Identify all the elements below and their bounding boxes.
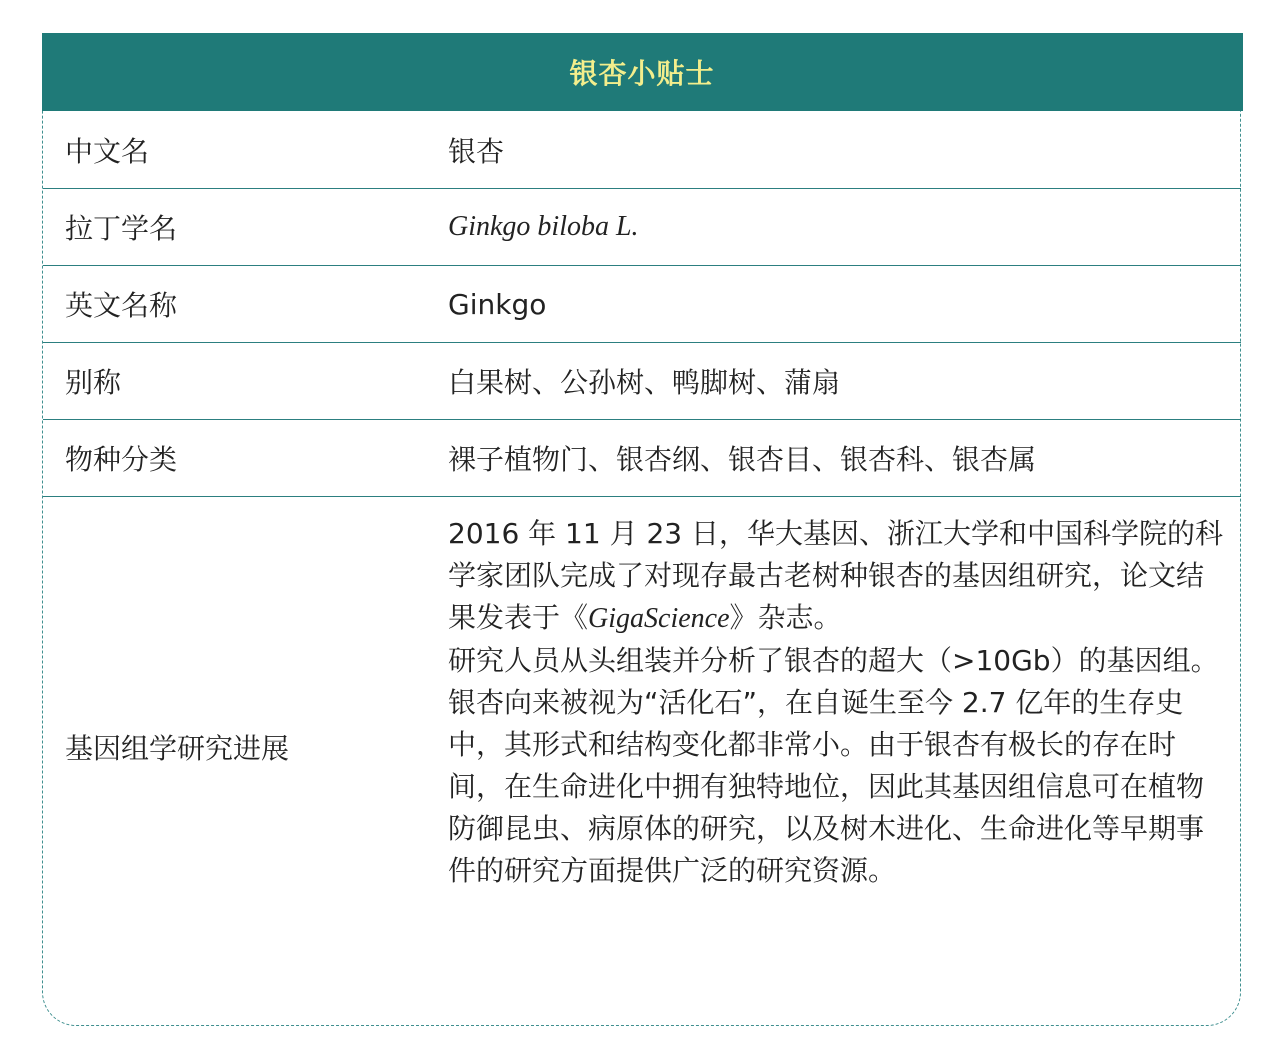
row-label: 别称 (65, 366, 122, 399)
table-row-english-name (43, 266, 1241, 343)
row-value: 白果树、公孙树、鸭脚树、蒲扇 (448, 366, 841, 399)
table-row-latin-name (43, 189, 1241, 266)
row-value: Ginkgo biloba L. (448, 211, 639, 242)
row-label: 拉丁学名 (65, 212, 178, 245)
table-row-alias (43, 343, 1241, 420)
row-label: 基因组学研究进展 (65, 732, 290, 765)
table-row-classification (43, 420, 1241, 497)
row-value: Ginkgo (448, 287, 547, 321)
card-header (42, 33, 1243, 111)
research-text-part1: 2016 年 11 月 23 日，华大基因、浙江大学和中国科学院的科学家团队完成了对现存最古老树种银杏的基因组研究，论文结果发表于《 (448, 517, 1224, 634)
row-value: 裸子植物门、银杏纲、银杏目、银杏科、银杏属 (448, 443, 1037, 476)
research-text-part2: 》杂志。 (729, 601, 842, 634)
row-label: 英文名称 (65, 289, 178, 322)
card-title: 银杏小贴士 (569, 57, 715, 90)
table-row-chinese-name (43, 111, 1241, 189)
research-paragraph (448, 513, 1226, 892)
research-text-part3: 研究人员从头组装并分析了银杏的超大（>10Gb）的基因组。银杏向来被视为“活化石”，在自诞生至今 2.7 亿年的生存史中，其形式和结构变化都非常小。由于银杏有极长的存在时间，在生命进化中拥有独特地位，因此其基因组信息可在植物防御昆虫、病原体的研究，以及树木进化、生命进化等早期事件的研究方面提供广泛的研究资源。 (448, 644, 1219, 887)
table-row-genome-research (43, 497, 1241, 997)
row-value: 银杏 (448, 134, 505, 168)
row-label: 物种分类 (65, 443, 178, 476)
journal-name: GigaScience (588, 603, 730, 634)
ginkgo-info-card (42, 33, 1241, 1026)
row-label: 中文名 (65, 134, 150, 168)
